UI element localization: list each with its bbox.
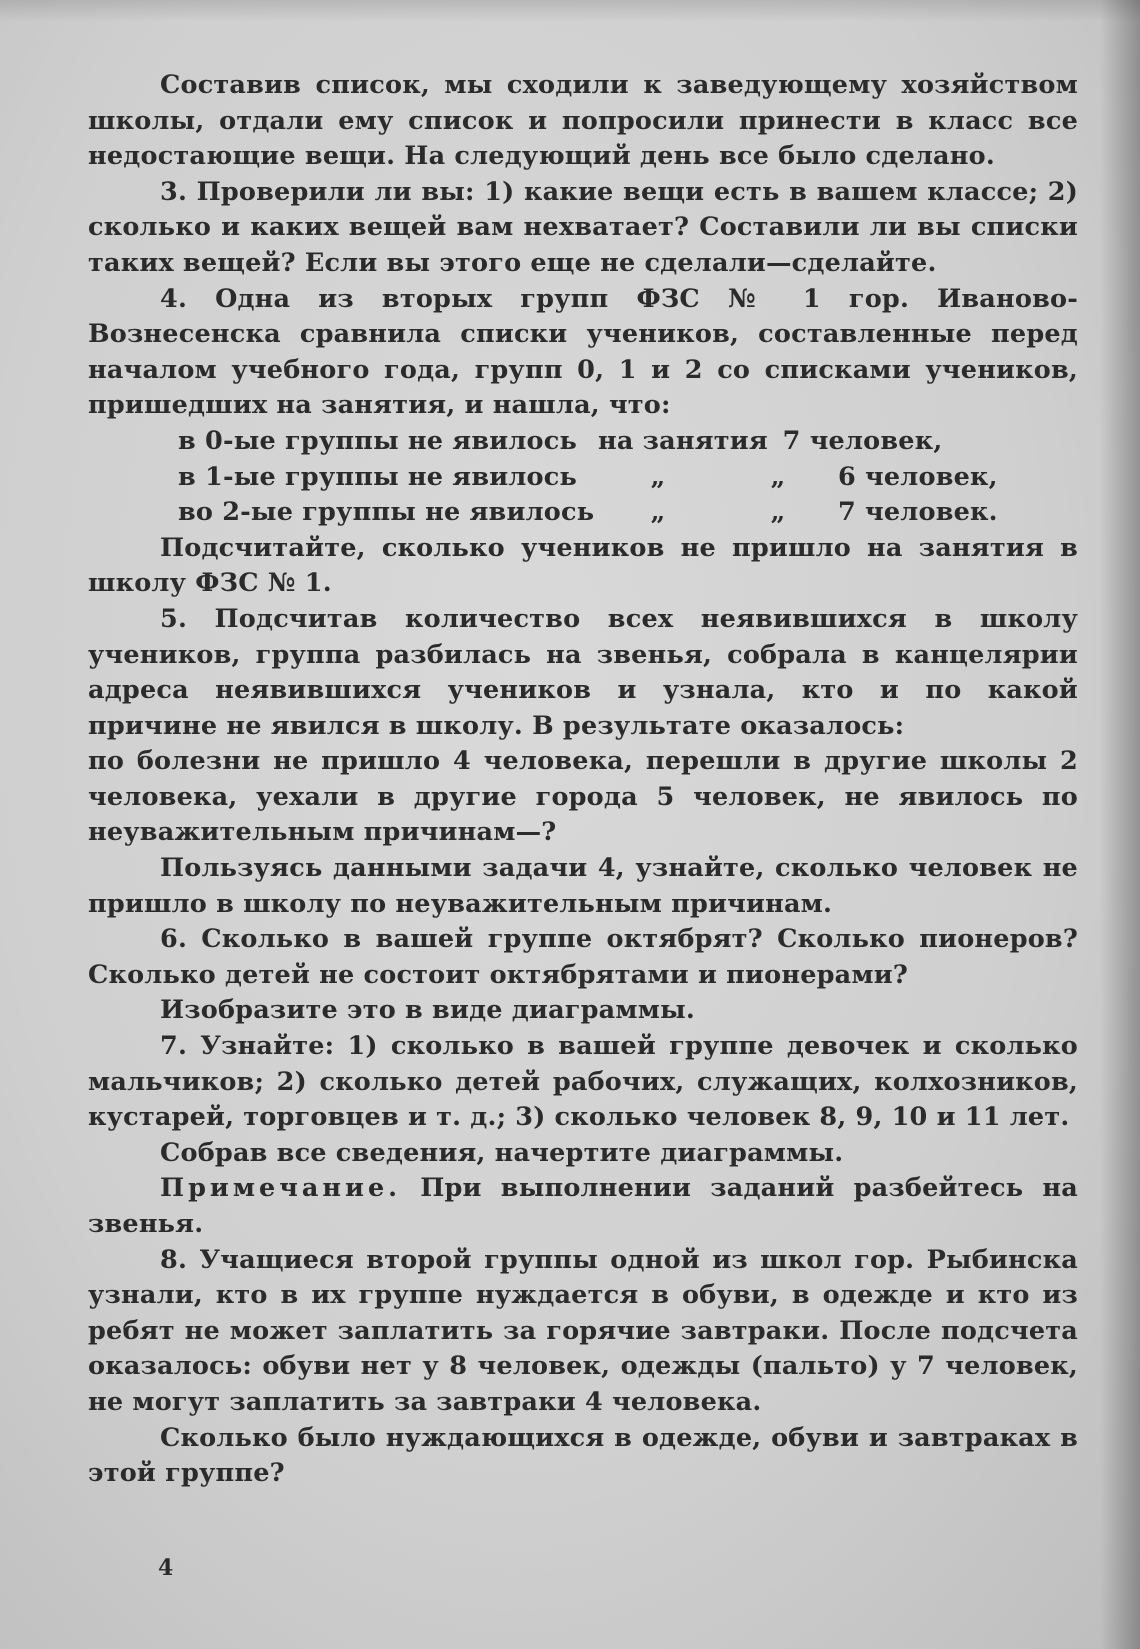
list-item-count: 7 человек, bbox=[782, 425, 943, 456]
list-item-m1: „ bbox=[650, 497, 666, 528]
task-4-question: Подсчитайте, сколько учеников не пришло на занятия в школу ФЗС № 1. bbox=[88, 532, 1078, 599]
paragraph-intro: Составив список, мы сходили к заведующему хозяйством школы, отдали ему список и попросили принести в класс все недостающие вещи. На следующий день все было сделано. bbox=[88, 70, 1078, 172]
page-number: 4 bbox=[158, 1555, 174, 1581]
task-7-instruction: Собрав все сведения, начертите диаграммы. bbox=[160, 1137, 844, 1168]
list-item bbox=[178, 495, 1078, 531]
task-8-question: Сколько было нуждающихся в одежде, обуви и завтраках в этой группе? bbox=[88, 1422, 1078, 1489]
task-5-result: по болезни не пришло 4 человека, перешли в другие школы 2 человека, уехали в другие города 5 человек, не явилось по неуважительным причинам—? bbox=[88, 746, 1078, 848]
list-item-count: 6 человек, bbox=[838, 461, 998, 492]
list-item bbox=[178, 460, 1078, 496]
note-text: При выполнении заданий разбейтесь на звенья. bbox=[88, 1173, 1078, 1239]
list-item-group: в 1-ые группы не явилось bbox=[178, 461, 577, 492]
list-item bbox=[178, 424, 1078, 460]
task-5-question: Пользуясь данными задачи 4, узнайте, сколько человек не пришло в школу по неуважительным причинам. bbox=[88, 853, 1078, 919]
note bbox=[88, 1171, 1078, 1242]
list-item-m1: на bbox=[598, 425, 634, 456]
task-4: 4. Одна из вторых групп ФЗС № 1 гор. Иваново-Вознесенска сравнила списки учеников, составленные перед началом учебного года, групп 0, 1 и 2 со списками учеников, пришедших на занятия, и нашла, что: bbox=[88, 283, 1078, 421]
list-item-group: в 0-ые группы не явилось bbox=[178, 425, 577, 456]
list-item-m1: „ bbox=[650, 461, 666, 492]
task-6-instruction: Изобразите это в виде диаграммы. bbox=[160, 995, 695, 1026]
note-label: Примечание. bbox=[160, 1173, 402, 1204]
list-item-m2: занятия bbox=[642, 425, 768, 456]
page-right-shadow bbox=[1100, 0, 1140, 1649]
page-text bbox=[88, 68, 1078, 1492]
task-8: 8. Учащиеся второй группы одной из школ гор. Рыбинска узнали, кто в их группе нуждается в обуви, в одежде и кто из ребят не может заплатить за горячие завтраки. После подсчета оказалось: обуви нет у 8 человек, одежды (пальто) у 7 человек, не могут заплатить за завтраки 4 человека. bbox=[88, 1244, 1078, 1417]
list-item-group: во 2-ые группы не явилось bbox=[178, 497, 595, 528]
task-5: 5. Подсчитав количество всех неявившихся в школу учеников, группа разбилась на звенья, собрала в канцелярии адреса неявившихся учеников и узнала, кто и по какой причине не явился в школу. В результате оказалось: bbox=[88, 603, 1078, 741]
list-item-m2: „ bbox=[770, 497, 786, 528]
absence-list bbox=[88, 424, 1078, 531]
list-item-m2: „ bbox=[770, 461, 786, 492]
page-top-shadow bbox=[0, 0, 1140, 22]
task-7: 7. Узнайте: 1) сколько в вашей группе девочек и сколько мальчиков; 2) сколько детей рабочих, служащих, колхозников, кустарей, торговцев и т. д.; 3) сколько человек 8, 9, 10 и 11 лет. bbox=[88, 1031, 1078, 1133]
task-6: 6. Сколько в вашей группе октябрят? Сколько пионеров? Сколько детей не состоит октябрятами и пионерами? bbox=[88, 924, 1078, 990]
task-3: 3. Проверили ли вы: 1) какие вещи есть в вашем классе; 2) сколько и каких вещей вам нехватает? Составили ли вы списки таких вещей? Если вы этого еще не сделали—сделайте. bbox=[88, 176, 1078, 278]
list-item-count: 7 человек. bbox=[838, 497, 998, 528]
